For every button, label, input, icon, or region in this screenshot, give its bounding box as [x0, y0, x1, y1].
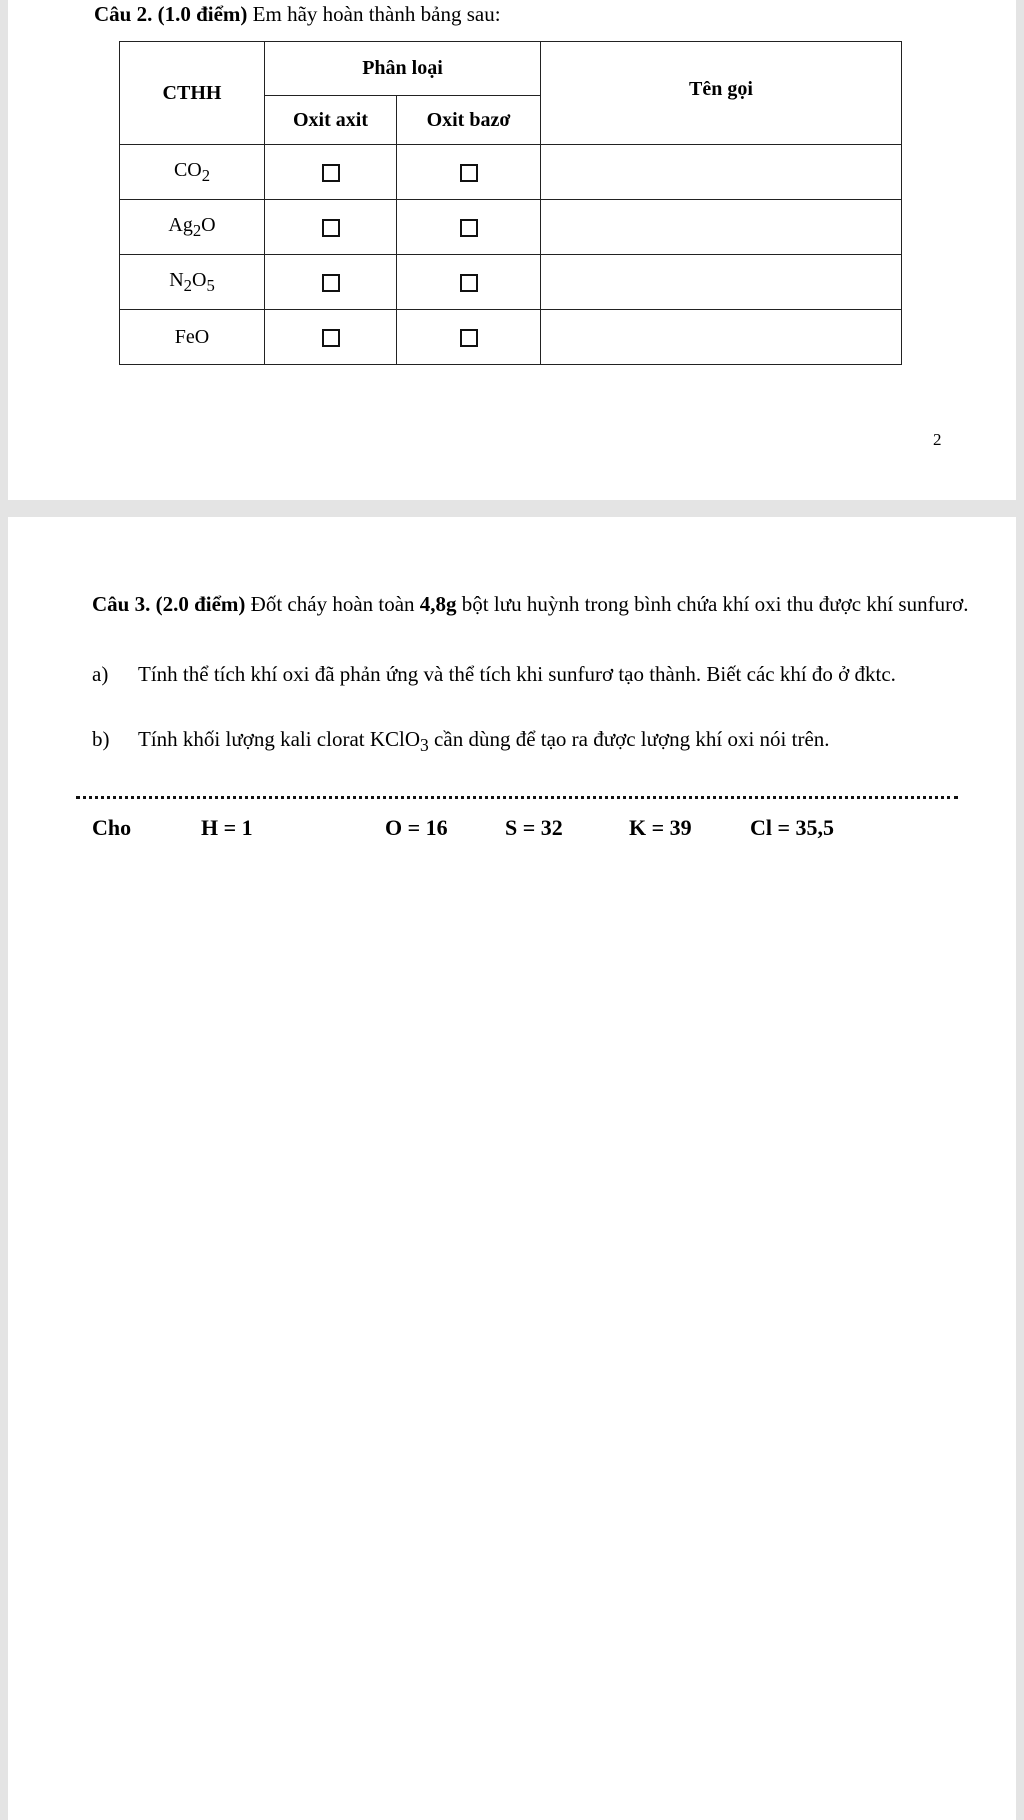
const-h: H = 1: [201, 815, 253, 840]
table-row: [120, 145, 902, 200]
oxit-bazo-checkbox[interactable]: [460, 164, 478, 182]
const-o: O = 16: [385, 815, 448, 840]
const-cl: Cl = 35,5: [750, 815, 835, 840]
page-1: [8, 0, 1016, 500]
oxit-axit-checkbox[interactable]: [322, 219, 340, 237]
table-row: [120, 255, 902, 310]
const-k: K = 39: [629, 815, 692, 840]
oxit-bazo-checkbox[interactable]: [460, 329, 478, 347]
table-row: [120, 310, 902, 365]
oxit-axit-checkbox[interactable]: [322, 164, 340, 182]
header-oxit-axit: Oxit axit: [265, 96, 397, 145]
oxit-bazo-checkbox[interactable]: [460, 219, 478, 237]
dotted-divider: [76, 796, 958, 799]
const-s: S = 32: [505, 815, 563, 840]
question-2-title: Câu 2. (1.0 điểm) Em hãy hoàn thành bảng sau:: [94, 2, 501, 26]
header-cthh: CTHH: [120, 42, 265, 145]
ten-goi-cell[interactable]: [541, 310, 902, 365]
header-ten-goi: Tên gọi: [541, 42, 902, 145]
header-phan-loai: Phân loại: [265, 42, 541, 96]
formula-co2: $CO_2$: [120, 145, 265, 200]
ten-goi-cell[interactable]: [541, 200, 902, 255]
cho-label: Cho: [92, 815, 132, 840]
classification-table: [119, 41, 902, 365]
formula-n2o5: $N_2O_5$: [120, 255, 265, 310]
formula-feo: FeO: [120, 310, 265, 365]
question-3-text: Câu 3. (2.0 điểm) Đốt cháy hoàn toàn 4,8g bột lưu huỳnh trong bình chứa khí oxi thu được khí sunfurơ.: [92, 592, 969, 616]
oxit-axit-checkbox[interactable]: [322, 274, 340, 292]
oxit-axit-checkbox[interactable]: [322, 329, 340, 347]
table-row: [120, 200, 902, 255]
page-number: 2: [933, 430, 942, 449]
ten-goi-cell[interactable]: [541, 255, 902, 310]
oxit-bazo-checkbox[interactable]: [460, 274, 478, 292]
header-oxit-bazo: Oxit bazơ: [397, 96, 541, 145]
ten-goi-cell[interactable]: [541, 145, 902, 200]
page-2: Câu 3. (2.0 điểm) Đốt cháy hoàn toàn 4,8g bột lưu huỳnh trong bình chứa khí oxi thu được khí sunfurơ. a) Tính thể tích khí oxi đã phản ứng và thể tích khi sunfurơ tạo thành. Biết các khí đo ở đktc. b) Tính khối lượng kali clorat KClO$_3$ cần dùng để tạo ra được lượng khí oxi nói trên. Cho H = 1 O = 16 S = 32 K = 39 Cl = 35,5: [8, 517, 1016, 1820]
formula-ag2o: $Ag_2O$: [120, 200, 265, 255]
